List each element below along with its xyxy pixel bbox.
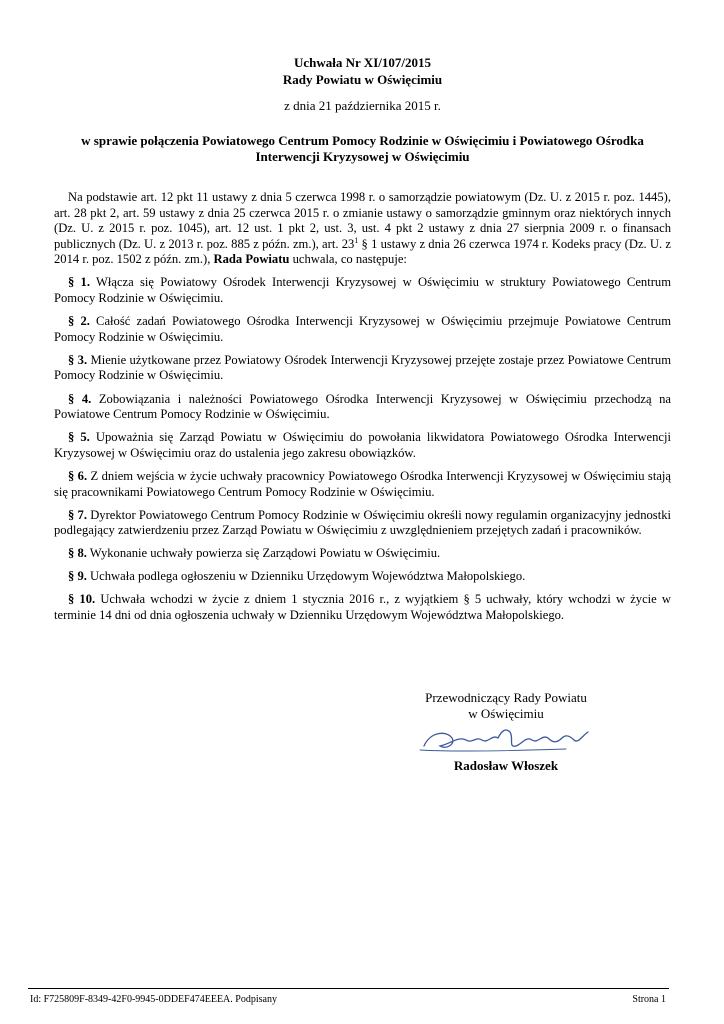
legal-basis-bold: Rada Powiatu [213, 252, 290, 267]
council-name: Rady Powiatu w Oświęcimiu [282, 72, 443, 87]
document-id: Id: F725809F-8349-42F0-9945-0DDEF474EEEA. Podpisany [30, 994, 277, 1005]
paragraph-number: § 9. [68, 569, 87, 584]
chairman-role: Przewodniczący Rady Powiatu [425, 690, 587, 705]
chairman-location: w Oświęcimiu [468, 706, 544, 721]
paragraph-8 [54, 546, 671, 562]
resolution-number: Uchwała Nr XI/107/2015 [294, 55, 431, 70]
paragraph-number: § 8. [68, 546, 87, 561]
resolution-title [54, 54, 671, 88]
paragraph-2 [54, 314, 671, 345]
paragraph-number: § 7. [68, 507, 87, 522]
paragraph-text: Zobowiązania i należności Powiatowego Ośrodka Interwencji Kryzysowej w Oświęcimiu przechodzą na Powiatowe Centrum Pomocy Rodzinie w Oświęcimiu. [54, 391, 672, 422]
paragraph-text: Wykonanie uchwały powierza się Zarządowi Powiatu w Oświęcimiu. [86, 546, 441, 561]
paragraph-5 [54, 430, 671, 461]
paragraph-text: Mienie użytkowane przez Powiatowy Ośrodek Interwencji Kryzysowej przejęte zostaje przez Powiatowe Centrum Pomocy Rodzinie w Oświęcimiu. [54, 352, 671, 383]
paragraph-number: § 4. [68, 391, 92, 406]
document-page [54, 0, 671, 1024]
chairman-name: Radosław Włoszek [453, 758, 559, 773]
paragraph-number: § 10. [68, 592, 96, 607]
handwritten-signature [416, 722, 596, 756]
legal-basis-text-3: uchwala, co następuje: [289, 252, 407, 267]
paragraph-text: Uchwała podlega ogłoszeniu w Dzienniku Urzędowym Województwa Małopolskiego. [86, 569, 526, 584]
paragraph-number: § 6. [68, 468, 88, 483]
paragraph-number: § 1. [68, 275, 90, 290]
resolution-subject [54, 133, 671, 165]
paragraph-number: § 3. [68, 352, 88, 367]
subject-line-2: Interwencji Kryzysowej w Oświęcimiu [255, 149, 470, 164]
paragraph-6 [54, 469, 671, 500]
paragraph-1 [54, 275, 671, 306]
paragraph-number: § 5. [68, 430, 90, 445]
footer-divider [28, 988, 669, 989]
paragraph-10 [54, 592, 671, 623]
paragraph-3 [54, 353, 671, 384]
paragraph-text: Z dniem wejścia w życie uchwały pracownicy Powiatowego Ośrodka Interwencji Kryzysowej w Oświęcimiu stają się pracownikami Powiatowego Centrum Pomocy Rodzinie w Oświęcimiu. [54, 468, 672, 499]
paragraph-text: Dyrektor Powiatowego Centrum Pomocy Rodzinie w Oświęcimiu określi nowy regulamin organizacyjny jednostki podlegający zatwierdzeniu przez Zarząd Powiatu w Oświęcimiu z uwzględnieniem przejętych zadań i pracowników. [54, 507, 671, 538]
paragraph-text: Upoważnia się Zarząd Powiatu w Oświęcimiu do powołania likwidatora Powiatowego Ośrodka Interwencji Kryzysowej w Oświęcimiu oraz do ustalenia jego zakresu obowiązków. [54, 430, 672, 460]
page-number: Strona 1 [632, 994, 666, 1005]
paragraph-4 [54, 392, 671, 423]
resolution-body [54, 190, 671, 631]
paragraph-7 [54, 508, 671, 539]
subject-line-1: w sprawie połączenia Powiatowego Centrum Pomocy Rodzinie w Oświęcimiu i Powiatowego Ośrodka [81, 133, 644, 148]
legal-basis-text-2: § 1 ustawy z dnia 26 czerwca 1974 r. Kodeks pracy (Dz. U. z 2014 r. poz. 1502 z późn. zm.), [54, 236, 671, 267]
paragraph-9 [54, 569, 671, 585]
paragraph-text: Uchwała wchodzi w życie z dniem 1 stycznia 2016 r., z wyjątkiem § 5 uchwały, który wchodzi w życie w terminie 14 dni od dnia ogłoszenia uchwały w Dzienniku Urzędowym Województwa Małopolskiego. [54, 592, 672, 623]
paragraph-text: Włącza się Powiatowy Ośrodek Interwencji Kryzysowej w Oświęcimiu w struktury Powiatowego Centrum Pomocy Rodzinie w Oświęcimiu. [54, 275, 672, 306]
legal-basis-paragraph [54, 190, 671, 268]
signature-block [406, 690, 606, 774]
paragraph-text: Całość zadań Powiatowego Ośrodka Interwencji Kryzysowej w Oświęcimiu przejmuje Powiatowe Centrum Pomocy Rodzinie w Oświęcimiu. [54, 314, 672, 344]
legal-basis-text-1: Na podstawie art. 12 pkt 11 ustawy z dnia 5 czerwca 1998 r. o samorządzie powiatowym (Dz. U. z 2015 r. poz. 1445), art. 28 pkt 2, art. 59 ustawy z dnia 25 czerwca 2015 r. o zmianie ustawy o samorządzie gminnym oraz niektórych innych (Dz. U. z 2015 r. poz. 1045), art. 12 ust. 1 pkt 2, ust. 3, ust. 4 pkt 2 ustawy z dnia 27 sierpnia 2009 r. o finansach publicznych (Dz. U. z 2013 r. poz. 885 z późn. zm.), art. 23 [54, 190, 671, 251]
resolution-date: z dnia 21 października 2015 r. [284, 98, 441, 113]
paragraph-number: § 2. [68, 314, 90, 329]
legal-basis-superscript: 1 [354, 235, 359, 245]
